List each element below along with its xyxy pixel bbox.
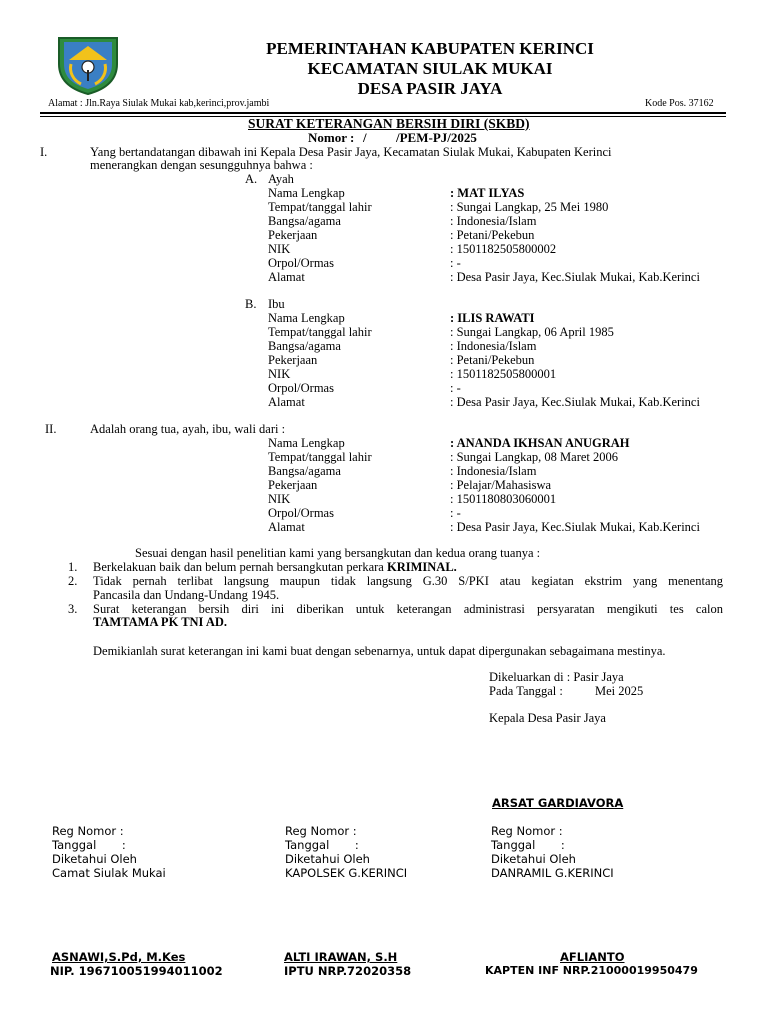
father-value-name: : MAT ILYAS [450, 186, 525, 200]
danramil-date: Tanggal : [491, 838, 565, 852]
document-number-suffix: /PEM-PJ/2025 [396, 130, 477, 145]
father-label-occupation: Pekerjaan [268, 228, 318, 242]
section-one-numeral: I. [40, 145, 48, 159]
document-number-label: Nomor : [308, 130, 355, 145]
father-marker: A. [245, 172, 258, 186]
mother-label-orpol: Orpol/Ormas [268, 381, 334, 395]
finding-one-emphasis: KRIMINAL. [386, 560, 457, 574]
finding-one-number: 1. [68, 560, 78, 574]
mother-label-nationality: Bangsa/agama [268, 339, 341, 353]
kapolsek-name: ALTI IRAWAN, S.H [284, 950, 398, 964]
danramil-known-by: Diketahui Oleh [491, 852, 576, 866]
header-address: Alamat : Jln.Raya Siulak Mukai kab,kerinci,prov.jambi [48, 98, 270, 109]
kapolsek-reg-number: Reg Nomor : [285, 824, 357, 838]
father-value-nationality: : Indonesia/Islam [450, 214, 537, 228]
child-value-occupation: : Pelajar/Mahasiswa [450, 478, 552, 492]
father-value-occupation: : Petani/Pekebun [450, 228, 535, 242]
header-village: DESA PASIR JAYA [357, 79, 503, 98]
kabupaten-emblem [53, 34, 123, 96]
issued-date-value: Mei 2025 [595, 684, 644, 698]
child-value-address: : Desa Pasir Jaya, Kec.Siulak Mukai, Kab.Kerinci [450, 520, 700, 534]
child-value-nationality: : Indonesia/Islam [450, 464, 537, 478]
header-postal-code: Kode Pos. 37162 [645, 98, 714, 109]
mother-marker: B. [245, 297, 257, 311]
kapolsek-office: KAPOLSEK G.KERINCI [285, 866, 408, 880]
findings-intro: Sesuai dengan hasil penelitian kami yang bersangkutan dan kedua orang tuanya : [135, 546, 541, 560]
issued-place: Dikeluarkan di : Pasir Jaya [489, 670, 624, 684]
document-number-slash: / [363, 130, 367, 145]
father-value-address: : Desa Pasir Jaya, Kec.Siulak Mukai, Kab.Kerinci [450, 270, 700, 284]
camat-name: ASNAWI,S.Pd, M.Kes [52, 950, 186, 964]
child-value-birth: : Sungai Langkap, 08 Maret 2006 [450, 450, 619, 464]
child-value-orpol: : - [450, 506, 461, 520]
father-label-name: Nama Lengkap [268, 186, 345, 200]
mother-value-name: : ILIS RAWATI [450, 311, 535, 325]
camat-known-by: Diketahui Oleh [52, 852, 137, 866]
issuer-title: Kepala Desa Pasir Jaya [489, 711, 606, 725]
finding-three-text: Surat keterangan bersih diri ini diberikan untuk keterangan administrasi persyaratan mengikuti tes calon [93, 602, 723, 616]
father-label-birth: Tempat/tanggal lahir [268, 200, 372, 214]
mother-value-occupation: : Petani/Pekebun [450, 353, 535, 367]
mother-value-address: : Desa Pasir Jaya, Kec.Siulak Mukai, Kab.Kerinci [450, 395, 700, 409]
mother-value-birth: : Sungai Langkap, 06 April 1985 [450, 325, 614, 339]
child-label-nik: NIK [268, 492, 291, 506]
header-government: PEMERINTAHAN KABUPATEN KERINCI [266, 39, 594, 58]
kapolsek-known-by: Diketahui Oleh [285, 852, 370, 866]
father-value-birth: : Sungai Langkap, 25 Mei 1980 [450, 200, 609, 214]
kapolsek-id: IPTU NRP.72020358 [284, 964, 412, 978]
finding-one-text: Berkelakuan baik dan belum pernah bersangkutan perkara KRIMINAL. [93, 560, 457, 574]
finding-three-number: 3. [68, 602, 78, 616]
mother-heading: Ibu [268, 297, 285, 311]
mother-label-name: Nama Lengkap [268, 311, 345, 325]
section-two-intro: Adalah orang tua, ayah, ibu, wali dari : [90, 422, 286, 436]
child-label-address: Alamat [268, 520, 305, 534]
father-value-orpol: : - [450, 256, 461, 270]
father-value-nik: : 1501182505800002 [450, 242, 557, 256]
father-label-orpol: Orpol/Ormas [268, 256, 334, 270]
camat-reg-number: Reg Nomor : [52, 824, 124, 838]
mother-label-birth: Tempat/tanggal lahir [268, 325, 372, 339]
mother-value-orpol: : - [450, 381, 461, 395]
document-title: SURAT KETERANGAN BERSIH DIRI (SKBD) [248, 116, 530, 131]
camat-office: Camat Siulak Mukai [52, 866, 166, 880]
header-divider-thick [40, 112, 726, 114]
father-heading: Ayah [268, 172, 294, 186]
child-label-birth: Tempat/tanggal lahir [268, 450, 372, 464]
child-label-orpol: Orpol/Ormas [268, 506, 334, 520]
child-label-name: Nama Lengkap [268, 436, 345, 450]
issuer-name: ARSAT GARDIAVORA [492, 796, 624, 810]
kapolsek-date: Tanggal : [285, 838, 359, 852]
mother-label-address: Alamat [268, 395, 305, 409]
child-value-name: : ANANDA IKHSAN ANUGRAH [450, 436, 630, 450]
closing-statement: Demikianlah surat keterangan ini kami buat dengan sebenarnya, untuk dapat dipergunakan sebagaimana mestinya. [93, 644, 666, 658]
section-one-intro-cont: menerangkan dengan sesungguhnya bahwa : [90, 158, 313, 172]
finding-two-text: Tidak pernah terlibat langsung maupun tidak langsung G.30 S/PKI atau kegiatan ekstrim yang menentang [93, 574, 723, 588]
finding-two-number: 2. [68, 574, 78, 588]
danramil-name: AFLIANTO [560, 950, 625, 964]
danramil-id: KAPTEN INF NRP.21000019950479 [485, 964, 698, 977]
finding-two-text-cont: Pancasila dan Undang-Undang 1945. [93, 588, 280, 602]
mother-value-nik: : 1501182505800001 [450, 367, 557, 381]
mother-label-nik: NIK [268, 367, 291, 381]
header-district: KECAMATAN SIULAK MUKAI [307, 59, 553, 78]
child-value-nik: : 1501180803060001 [450, 492, 557, 506]
father-label-nik: NIK [268, 242, 291, 256]
danramil-reg-number: Reg Nomor : [491, 824, 563, 838]
section-two-numeral: II. [45, 422, 57, 436]
mother-value-nationality: : Indonesia/Islam [450, 339, 537, 353]
camat-date: Tanggal : [52, 838, 126, 852]
child-label-occupation: Pekerjaan [268, 478, 318, 492]
section-one-intro: Yang bertandatangan dibawah ini Kepala Desa Pasir Jaya, Kecamatan Siulak Mukai, Kabupaten Kerinci [90, 145, 612, 159]
mother-label-occupation: Pekerjaan [268, 353, 318, 367]
child-label-nationality: Bangsa/agama [268, 464, 341, 478]
issued-date-label: Pada Tanggal : [489, 684, 563, 698]
father-label-nationality: Bangsa/agama [268, 214, 341, 228]
finding-three-emphasis: TAMTAMA PK TNI AD. [93, 615, 228, 629]
camat-id: NIP. 196710051994011002 [50, 964, 223, 978]
danramil-office: DANRAMIL G.KERINCI [491, 866, 614, 880]
father-label-address: Alamat [268, 270, 305, 284]
